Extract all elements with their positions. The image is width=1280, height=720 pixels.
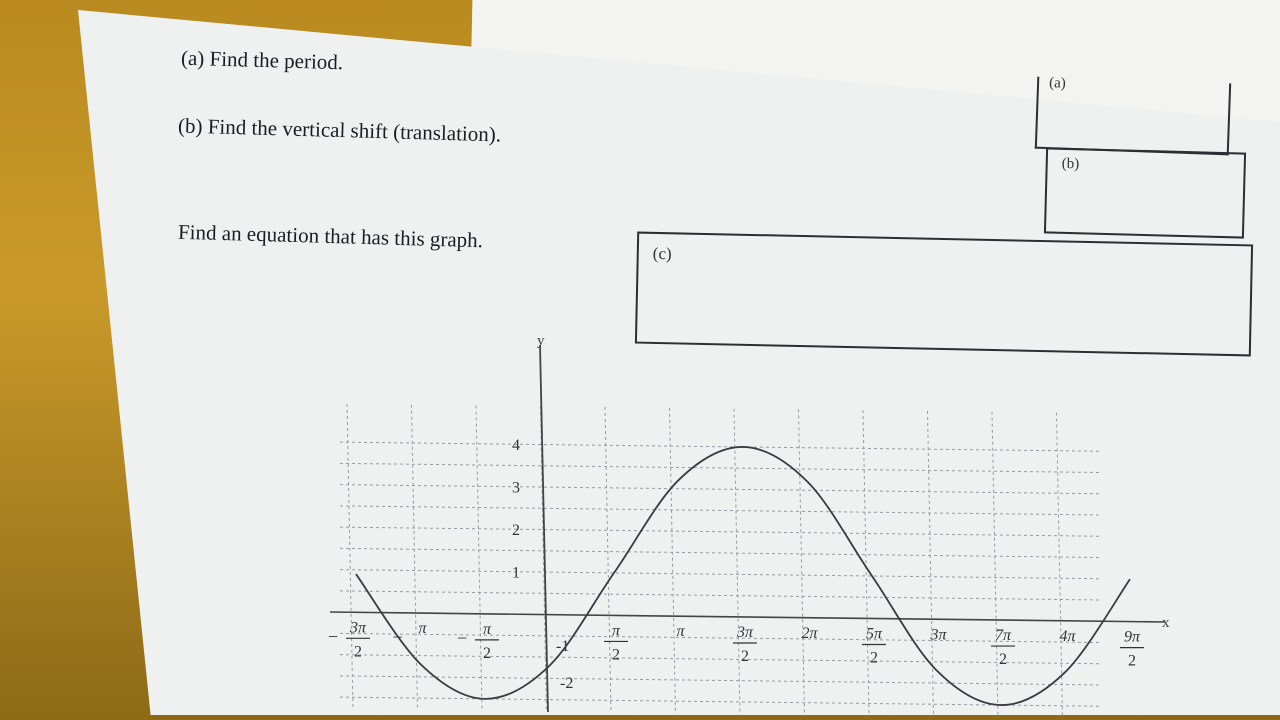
grid-horizontal-line	[340, 591, 1100, 600]
y-tick-label: 1	[512, 564, 520, 582]
graph-curve	[356, 447, 1130, 705]
question-a: (a) Find the period.	[180, 45, 344, 75]
question-b: (b) Find the vertical shift (translation).	[177, 113, 502, 147]
x-tick-numerator: 9π	[1123, 628, 1141, 646]
grid-horizontal-line	[340, 442, 1100, 451]
x-tick-label	[604, 622, 628, 663]
x-tick-label	[733, 624, 757, 665]
x-tick-denominator: 2	[612, 646, 620, 664]
x-tick-label	[801, 625, 818, 642]
x-tick-denominator: 2	[483, 644, 491, 662]
x-tick-denominator: 2	[999, 651, 1007, 669]
x-tick-numerator: 3π	[930, 626, 947, 644]
grid-vertical-line	[412, 405, 418, 711]
grid-vertical-line	[1057, 412, 1063, 718]
x-tick-denominator: 2	[1128, 652, 1136, 670]
question-c: Find an equation that has this graph.	[177, 219, 484, 253]
grid-vertical-line	[347, 404, 353, 710]
x-tick-denominator: 2	[870, 649, 878, 667]
graph-axes	[330, 333, 1170, 712]
grid-vertical-line	[476, 406, 482, 712]
x-tick-denominator: 2	[741, 647, 749, 665]
x-tick-label	[1059, 628, 1076, 645]
x-tick-numerator: π	[676, 623, 685, 641]
y-axis-label: y	[537, 333, 545, 349]
grid-horizontal-line	[340, 633, 1100, 642]
x-tick-numerator: 5π	[865, 625, 883, 643]
y-tick-label: -1	[556, 638, 570, 655]
x-tick-label	[1120, 629, 1144, 670]
grid-horizontal-line	[340, 463, 1100, 472]
grid-horizontal-line	[340, 485, 1100, 494]
x-axis	[330, 612, 1165, 622]
x-tick-numerator: 4π	[1059, 627, 1076, 645]
grid-horizontal-line	[340, 570, 1100, 579]
x-tick-numerator: π	[611, 622, 621, 640]
grid-vertical-line	[992, 412, 998, 718]
x-tick-minus: −	[328, 626, 339, 647]
x-tick-denominator: 2	[354, 643, 362, 661]
y-tick-label: -2	[560, 675, 574, 692]
x-tick-label	[328, 619, 370, 660]
x-tick-numerator: 3π	[736, 623, 754, 641]
sinusoid-curve	[356, 447, 1130, 705]
grid-vertical-line	[605, 407, 611, 713]
answer-box-c-label: (c)	[652, 243, 672, 264]
x-tick-label	[862, 626, 886, 667]
grid-horizontal-line	[340, 527, 1100, 536]
grid-horizontal-line	[340, 548, 1100, 557]
x-tick-numerator: 3π	[349, 619, 367, 637]
grid-vertical-line	[799, 409, 805, 715]
grid-horizontal-line	[340, 655, 1100, 664]
x-tick-label	[457, 621, 499, 662]
x-tick-label	[991, 627, 1015, 668]
grid-horizontal-line	[340, 676, 1100, 685]
x-tick-label	[393, 620, 428, 647]
x-tick-labels	[328, 619, 1144, 669]
graph-data-points	[356, 447, 1130, 705]
x-axis-label: x	[1162, 615, 1170, 631]
grid-vertical-line	[734, 409, 740, 715]
grid-vertical-line	[928, 411, 934, 717]
grid-horizontal-line	[340, 697, 1100, 706]
x-tick-numerator: π	[418, 620, 427, 638]
x-tick-numerator: 2π	[801, 624, 818, 642]
answer-box-a-label: (a)	[1048, 75, 1067, 92]
x-tick-label	[676, 623, 685, 640]
x-tick-label	[929, 626, 947, 643]
grid-vertical-line	[541, 406, 547, 712]
grid-vertical-line	[670, 408, 676, 714]
y-tick-label: 4	[512, 437, 520, 455]
y-tick-label: 3	[512, 479, 520, 497]
x-tick-minus: −	[392, 627, 403, 648]
x-tick-numerator: π	[482, 620, 492, 638]
x-tick-minus: −	[457, 627, 468, 648]
x-tick-numerator: 7π	[994, 627, 1012, 645]
answer-box-b-label: (b)	[1061, 155, 1080, 173]
y-tick-label: 2	[512, 522, 520, 540]
grid-horizontal-line	[340, 506, 1100, 515]
